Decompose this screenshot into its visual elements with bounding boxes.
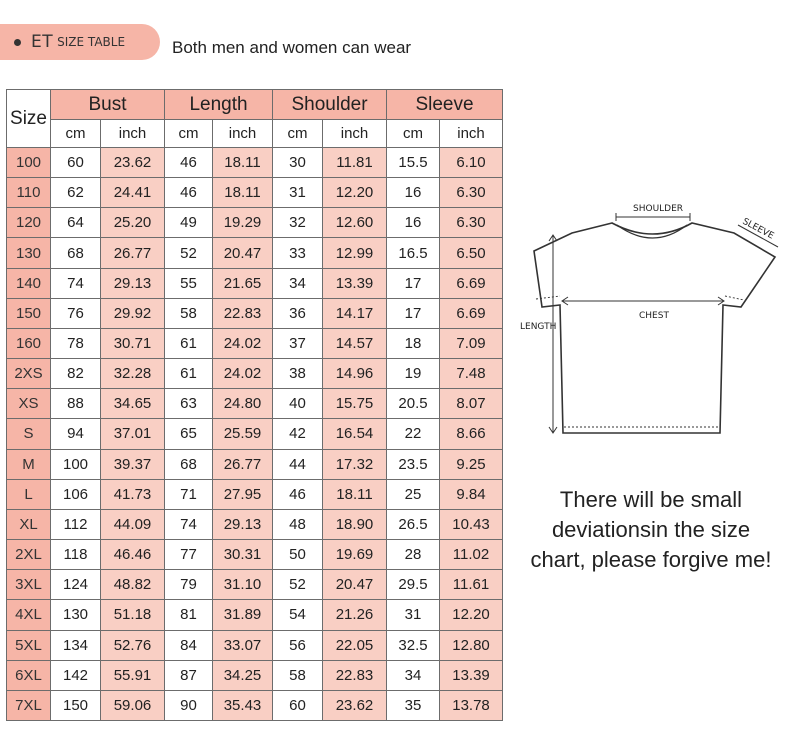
table-cell: 25 (387, 479, 440, 509)
table-cell: 26.77 (101, 238, 165, 268)
table-cell: 34.25 (213, 660, 273, 690)
table-cell: 14.96 (323, 359, 387, 389)
table-cell: 46 (273, 479, 323, 509)
table-cell: 18.11 (323, 479, 387, 509)
size-table-body (7, 148, 503, 721)
table-cell: 19 (387, 359, 440, 389)
table-cell: 52.76 (101, 630, 165, 660)
table-row (7, 148, 503, 178)
table-row (7, 479, 503, 509)
table-cell: 44.09 (101, 509, 165, 539)
table-cell: 18.11 (213, 178, 273, 208)
table-cell: 17.32 (323, 449, 387, 479)
table-cell: 49 (165, 208, 213, 238)
table-cell: 34.65 (101, 389, 165, 419)
table-cell: 88 (51, 389, 101, 419)
table-cell: 52 (165, 238, 213, 268)
table-cell: 6.30 (440, 208, 503, 238)
table-cell: 77 (165, 540, 213, 570)
unit-cm: cm (165, 120, 213, 148)
table-cell: 24.80 (213, 389, 273, 419)
table-cell: 20.5 (387, 389, 440, 419)
table-cell: 41.73 (101, 479, 165, 509)
sleeve-label: SLEEVE (740, 216, 776, 242)
table-cell: 25.59 (213, 419, 273, 449)
size-cell: 100 (7, 148, 51, 178)
table-cell: 38 (273, 359, 323, 389)
table-cell: 15.75 (323, 389, 387, 419)
table-cell: 12.60 (323, 208, 387, 238)
table-cell: 112 (51, 509, 101, 539)
table-cell: 12.80 (440, 630, 503, 660)
table-row (7, 630, 503, 660)
table-cell: 31.89 (213, 600, 273, 630)
table-cell: 29.13 (101, 268, 165, 298)
table-cell: 24.02 (213, 359, 273, 389)
table-cell: 23.62 (101, 148, 165, 178)
table-cell: 6.50 (440, 238, 503, 268)
table-row (7, 690, 503, 720)
table-cell: 16.54 (323, 419, 387, 449)
table-cell: 24.41 (101, 178, 165, 208)
table-cell: 42 (273, 419, 323, 449)
table-cell: 19.69 (323, 540, 387, 570)
table-cell: 134 (51, 630, 101, 660)
note-line: chart, please forgive me! (530, 547, 772, 572)
table-cell: 6.30 (440, 178, 503, 208)
table-cell: 36 (273, 298, 323, 328)
table-cell: 78 (51, 328, 101, 358)
size-cell: 2XS (7, 359, 51, 389)
table-cell: 68 (165, 449, 213, 479)
table-cell: 106 (51, 479, 101, 509)
table-cell: 71 (165, 479, 213, 509)
badge-brand: ET (31, 32, 54, 52)
table-row (7, 268, 503, 298)
size-cell: 120 (7, 208, 51, 238)
bust-header: Bust (51, 90, 165, 120)
size-cell: 2XL (7, 540, 51, 570)
size-cell: 110 (7, 178, 51, 208)
size-cell: 6XL (7, 660, 51, 690)
bullet-icon (14, 39, 21, 46)
table-cell: 55.91 (101, 660, 165, 690)
table-row (7, 208, 503, 238)
table-row (7, 509, 503, 539)
unit-inch: inch (440, 120, 503, 148)
table-row (7, 359, 503, 389)
table-cell: 28 (387, 540, 440, 570)
size-cell: 5XL (7, 630, 51, 660)
size-cell: 130 (7, 238, 51, 268)
shoulder-label: SHOULDER (633, 204, 684, 214)
table-cell: 14.17 (323, 298, 387, 328)
unit-cm: cm (51, 120, 101, 148)
table-cell: 60 (273, 690, 323, 720)
table-cell: 12.99 (323, 238, 387, 268)
unit-cm: cm (387, 120, 440, 148)
table-cell: 23.5 (387, 449, 440, 479)
table-cell: 81 (165, 600, 213, 630)
table-cell: 65 (165, 419, 213, 449)
table-cell: 6.69 (440, 268, 503, 298)
table-cell: 18.90 (323, 509, 387, 539)
table-cell: 39.37 (101, 449, 165, 479)
table-cell: 7.09 (440, 328, 503, 358)
table-row (7, 389, 503, 419)
tshirt-measurement-diagram (520, 195, 785, 440)
table-cell: 118 (51, 540, 101, 570)
table-cell: 8.66 (440, 419, 503, 449)
table-cell: 22.83 (213, 298, 273, 328)
chest-label: CHEST (639, 311, 669, 321)
table-cell: 30 (273, 148, 323, 178)
table-cell: 54 (273, 600, 323, 630)
table-cell: 56 (273, 630, 323, 660)
deviation-note (520, 485, 782, 575)
table-cell: 34 (387, 660, 440, 690)
table-cell: 48.82 (101, 570, 165, 600)
table-cell: 46 (165, 148, 213, 178)
size-cell: 150 (7, 298, 51, 328)
table-cell: 124 (51, 570, 101, 600)
table-cell: 34 (273, 268, 323, 298)
table-row (7, 660, 503, 690)
note-line: deviationsin the size (551, 517, 751, 542)
table-cell: 14.57 (323, 328, 387, 358)
table-cell: 9.25 (440, 449, 503, 479)
table-cell: 82 (51, 359, 101, 389)
table-cell: 12.20 (440, 600, 503, 630)
note-line: There will be small (559, 487, 743, 512)
unit-inch: inch (213, 120, 273, 148)
table-cell: 11.61 (440, 570, 503, 600)
table-cell: 35.43 (213, 690, 273, 720)
table-cell: 26.5 (387, 509, 440, 539)
table-cell: 50 (273, 540, 323, 570)
size-cell: XL (7, 509, 51, 539)
table-cell: 13.78 (440, 690, 503, 720)
table-row (7, 540, 503, 570)
table-cell: 32 (273, 208, 323, 238)
table-cell: 60 (51, 148, 101, 178)
table-cell: 150 (51, 690, 101, 720)
size-cell: 3XL (7, 570, 51, 600)
table-cell: 30.71 (101, 328, 165, 358)
table-cell: 74 (165, 509, 213, 539)
table-cell: 130 (51, 600, 101, 630)
table-cell: 16.5 (387, 238, 440, 268)
table-cell: 17 (387, 268, 440, 298)
size-table-badge (0, 24, 160, 60)
table-cell: 13.39 (440, 660, 503, 690)
subtitle: Both men and women can wear (172, 38, 412, 57)
size-header: Size (7, 90, 51, 148)
table-row (7, 449, 503, 479)
table-cell: 58 (273, 660, 323, 690)
table-cell: 15.5 (387, 148, 440, 178)
table-cell: 16 (387, 178, 440, 208)
table-cell: 6.10 (440, 148, 503, 178)
table-cell: 33.07 (213, 630, 273, 660)
table-cell: 22.05 (323, 630, 387, 660)
table-cell: 20.47 (213, 238, 273, 268)
table-cell: 31 (273, 178, 323, 208)
table-cell: 64 (51, 208, 101, 238)
table-cell: 74 (51, 268, 101, 298)
table-row (7, 328, 503, 358)
sleeve-header: Sleeve (387, 90, 503, 120)
table-cell: 87 (165, 660, 213, 690)
table-cell: 76 (51, 298, 101, 328)
length-header: Length (165, 90, 273, 120)
size-cell: 140 (7, 268, 51, 298)
table-cell: 8.07 (440, 389, 503, 419)
table-cell: 22 (387, 419, 440, 449)
table-cell: 31.10 (213, 570, 273, 600)
table-row (7, 238, 503, 268)
table-cell: 16 (387, 208, 440, 238)
table-cell: 19.29 (213, 208, 273, 238)
table-cell: 35 (387, 690, 440, 720)
table-cell: 26.77 (213, 449, 273, 479)
table-cell: 17 (387, 298, 440, 328)
size-cell: M (7, 449, 51, 479)
table-cell: 6.69 (440, 298, 503, 328)
table-cell: 46 (165, 178, 213, 208)
table-cell: 52 (273, 570, 323, 600)
table-cell: 40 (273, 389, 323, 419)
size-cell: XS (7, 389, 51, 419)
table-cell: 18.11 (213, 148, 273, 178)
table-row (7, 600, 503, 630)
table-cell: 10.43 (440, 509, 503, 539)
table-cell: 51.18 (101, 600, 165, 630)
table-cell: 58 (165, 298, 213, 328)
size-cell: 4XL (7, 600, 51, 630)
table-cell: 48 (273, 509, 323, 539)
shoulder-header: Shoulder (273, 90, 387, 120)
table-cell: 32.5 (387, 630, 440, 660)
table-cell: 27.95 (213, 479, 273, 509)
table-cell: 90 (165, 690, 213, 720)
table-cell: 13.39 (323, 268, 387, 298)
table-cell: 22.83 (323, 660, 387, 690)
size-cell: L (7, 479, 51, 509)
table-cell: 12.20 (323, 178, 387, 208)
table-cell: 25.20 (101, 208, 165, 238)
table-cell: 29.5 (387, 570, 440, 600)
table-cell: 142 (51, 660, 101, 690)
table-row (7, 419, 503, 449)
table-cell: 37 (273, 328, 323, 358)
table-cell: 61 (165, 359, 213, 389)
table-cell: 79 (165, 570, 213, 600)
table-cell: 21.26 (323, 600, 387, 630)
table-cell: 11.81 (323, 148, 387, 178)
size-cell: 160 (7, 328, 51, 358)
table-row (7, 178, 503, 208)
badge-label: SIZE TABLE (57, 35, 126, 49)
size-cell: 7XL (7, 690, 51, 720)
unit-cm: cm (273, 120, 323, 148)
table-cell: 84 (165, 630, 213, 660)
table-cell: 9.84 (440, 479, 503, 509)
table-cell: 68 (51, 238, 101, 268)
size-cell: S (7, 419, 51, 449)
table-cell: 31 (387, 600, 440, 630)
table-cell: 20.47 (323, 570, 387, 600)
table-cell: 29.92 (101, 298, 165, 328)
table-cell: 55 (165, 268, 213, 298)
table-cell: 59.06 (101, 690, 165, 720)
table-cell: 21.65 (213, 268, 273, 298)
table-cell: 33 (273, 238, 323, 268)
table-cell: 18 (387, 328, 440, 358)
unit-inch: inch (323, 120, 387, 148)
table-row (7, 570, 503, 600)
table-cell: 62 (51, 178, 101, 208)
table-cell: 46.46 (101, 540, 165, 570)
table-row (7, 298, 503, 328)
table-cell: 100 (51, 449, 101, 479)
size-table (6, 89, 503, 721)
table-cell: 11.02 (440, 540, 503, 570)
table-cell: 94 (51, 419, 101, 449)
table-cell: 32.28 (101, 359, 165, 389)
length-label: LENGTH (520, 322, 557, 332)
table-cell: 7.48 (440, 359, 503, 389)
table-cell: 61 (165, 328, 213, 358)
table-cell: 63 (165, 389, 213, 419)
table-cell: 37.01 (101, 419, 165, 449)
table-cell: 23.62 (323, 690, 387, 720)
unit-inch: inch (101, 120, 165, 148)
table-cell: 29.13 (213, 509, 273, 539)
table-cell: 30.31 (213, 540, 273, 570)
table-cell: 44 (273, 449, 323, 479)
table-cell: 24.02 (213, 328, 273, 358)
